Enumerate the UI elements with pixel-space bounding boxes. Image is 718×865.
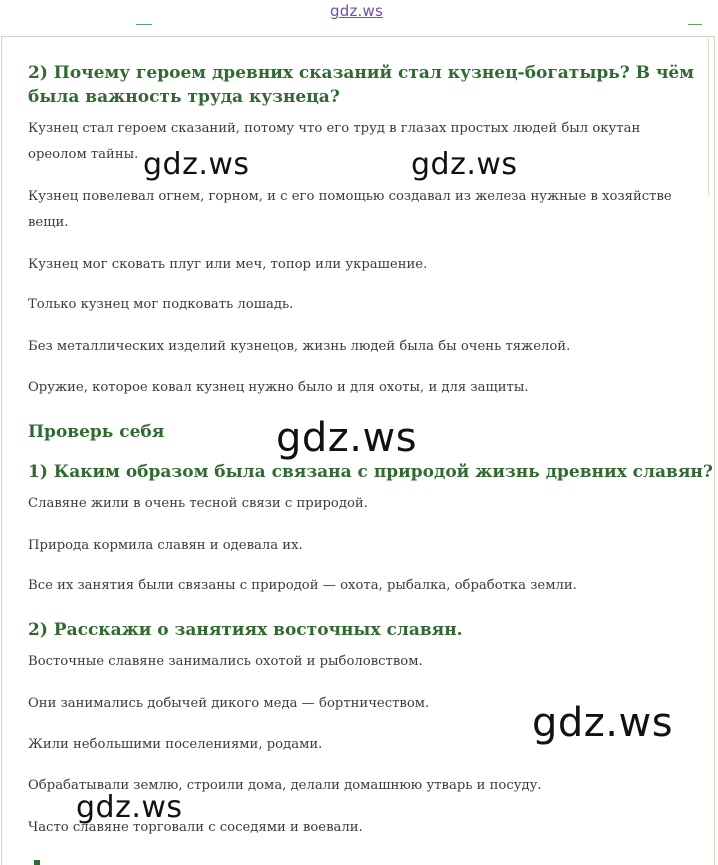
answer-paragraph-1-line2: ореолом тайны. bbox=[28, 147, 139, 162]
answer-paragraph-2-line2: вещи. bbox=[28, 215, 69, 230]
answer-paragraph-4: Только кузнец мог подковать лошадь. bbox=[28, 297, 294, 312]
check-answer-2-p5: Часто славяне торговали с соседями и воевали. bbox=[28, 820, 363, 835]
watermark-2: gdz.ws bbox=[411, 147, 518, 182]
check-question-1-heading: 1) Каким образом была связана с природой жизнь древних славян? bbox=[28, 462, 713, 482]
answer-paragraph-3: Кузнец мог сковать плуг или меч, топор или украшение. bbox=[28, 257, 428, 272]
watermark-4: gdz.ws bbox=[532, 700, 674, 746]
check-question-2-heading: 2) Расскажи о занятиях восточных славян. bbox=[28, 620, 463, 640]
watermark-5: gdz.ws bbox=[76, 790, 183, 825]
check-answer-2-p1: Восточные славяне занимались охотой и рыболовством. bbox=[28, 654, 423, 669]
check-answer-2-p3: Жили небольшими поселениями, родами. bbox=[28, 737, 323, 752]
question-heading-line2: была важность труда кузнеца? bbox=[28, 87, 340, 107]
check-answer-1-p2: Природа кормила славян и одевала их. bbox=[28, 538, 303, 553]
answer-paragraph-5: Без металлических изделий кузнецов, жизнь людей была бы очень тяжелой. bbox=[28, 339, 571, 354]
answer-paragraph-1-line1: Кузнец стал героем сказаний, потому что его труд в глазах простых людей был окутан bbox=[28, 121, 641, 136]
question-heading-line1: 2) Почему героем древних сказаний стал кузнец-богатырь? В чём bbox=[28, 63, 694, 83]
answer-paragraph-6: Оружие, которое ковал кузнец нужно было и для охоты, и для защиты. bbox=[28, 380, 529, 395]
check-answer-2-p4: Обрабатывали землю, строили дома, делали домашнюю утварь и посуду. bbox=[28, 778, 542, 793]
check-answer-1-p1: Славяне жили в очень тесной связи с природой. bbox=[28, 496, 368, 511]
section-title-check: Проверь себя bbox=[28, 422, 165, 442]
watermark-1: gdz.ws bbox=[143, 147, 250, 182]
top-watermark-link[interactable]: gdz.ws bbox=[330, 2, 383, 20]
top-divider-left bbox=[136, 24, 152, 25]
check-answer-2-p2: Они занимались добычей дикого меда — бортничеством. bbox=[28, 696, 430, 711]
watermark-3: gdz.ws bbox=[276, 415, 418, 461]
top-divider-right bbox=[688, 24, 702, 25]
check-answer-1-p3: Все их занятия были связаны с природой — охота, рыбалка, обработка земли. bbox=[28, 578, 577, 593]
frame-divider bbox=[708, 36, 709, 196]
next-heading-fragment bbox=[34, 860, 40, 865]
answer-paragraph-2-line1: Кузнец повелевал огнем, горном, и с его помощью создавал из железа нужные в хозяйстве bbox=[28, 189, 672, 204]
